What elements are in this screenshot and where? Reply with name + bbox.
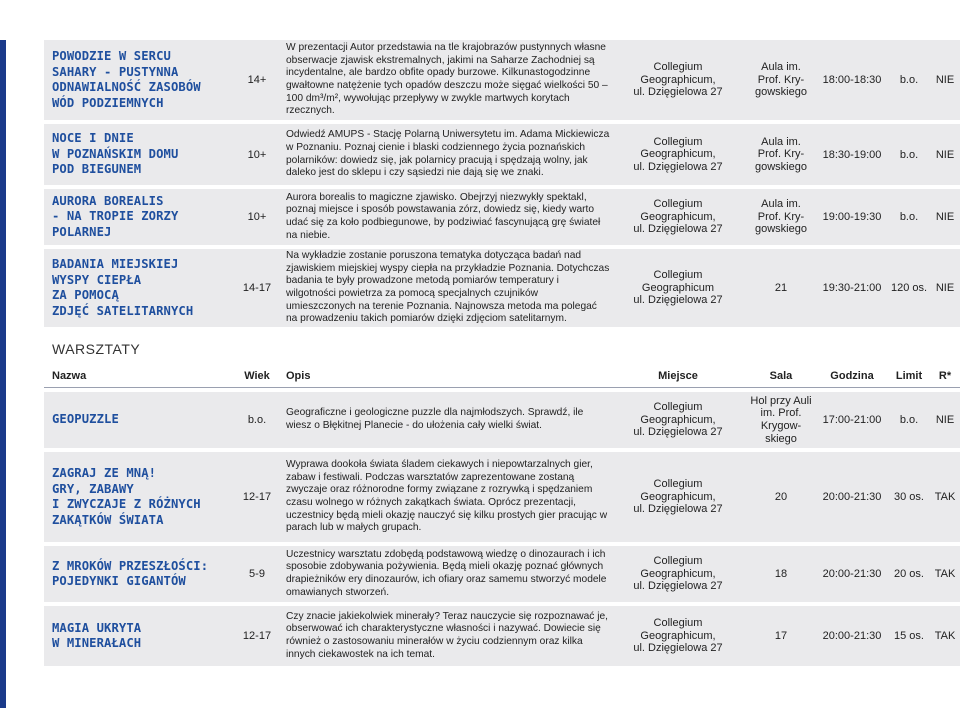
header-registration: R* <box>938 370 952 382</box>
lecture-room: Aula im. Prof. Kry- gowskiego <box>755 198 807 236</box>
workshop-row <box>44 546 960 606</box>
workshop-time: 20:00-21:30 <box>822 491 882 503</box>
lecture-place: Collegium Geographicum ul. Dzięgielowa 27 <box>633 269 723 307</box>
workshop-age: 12-17 <box>242 630 272 642</box>
header-name: Nazwa <box>52 370 87 382</box>
lecture-description: Odwiedź AMUPS - Stację Polarną Uniwersytetu im. Adama Mickiewicza w Poznaniu. Poznaj cienie i blaski codziennego życia poznańskich polarników: dowiedz się, jak polarnicy pracują i spędzają wolny, jak daleko jest do sklepu i czy sąsiedzi nie dają się we znaki. <box>286 129 610 179</box>
workshop-room: 20 <box>774 490 788 503</box>
workshop-room: 17 <box>774 629 788 642</box>
lecture-time: 19:30-21:00 <box>822 282 882 294</box>
lecture-age: 14-17 <box>242 282 272 294</box>
lecture-registration: NIE <box>935 148 955 161</box>
workshop-title: ZAGRAJ ZE MNĄ! GRY, ZABAWY I ZWYCZAJE Z RÓŻNYCH ZAKĄTKÓW ŚWIATA <box>52 466 201 527</box>
workshop-time: 17:00-21:00 <box>822 414 882 426</box>
header-room: Sala <box>769 370 793 382</box>
header-time: Godzina <box>830 370 874 382</box>
workshop-age: b.o. <box>247 414 267 426</box>
lecture-row <box>44 40 960 124</box>
page-left-accent-bar <box>0 0 6 708</box>
lecture-age: 10+ <box>247 211 267 223</box>
lecture-row <box>44 124 960 189</box>
lecture-title: NOCE I DNIE W POZNAŃSKIM DOMU POD BIEGUNEM <box>52 131 179 177</box>
lecture-description: Na wykładzie zostanie poruszona tematyka dotycząca badań nad zjawiskiem miejskiej wyspy ciepła na przykładzie Poznania. Dotychczas badania te były prowadzone metodą pomiarów temperatury i wilgotności powietrza za pomocą specjalnych czujników umieszczonych na terenie Poznania. Najnowsza metoda ma polegać na prowadzeniu takich pomiarów dzięki zdjęciom satelitarnym. <box>286 250 610 325</box>
workshop-time: 20:00-21:30 <box>822 630 882 642</box>
header-description: Opis <box>286 369 311 382</box>
workshop-registration: NIE <box>935 414 955 426</box>
header-age: Wiek <box>244 370 270 382</box>
workshop-limit: 15 os. <box>894 630 924 642</box>
lecture-title: POWODZIE W SERCU SAHARY - PUSTYNNA ODNAWIALNOŚĆ ZASOBÓW WÓD PODZIEMNYCH <box>52 49 201 110</box>
workshop-place: Collegium Geographicum, ul. Dzięgielowa 27 <box>633 401 723 439</box>
workshop-title-cell <box>44 559 234 590</box>
workshop-age: 5-9 <box>249 568 265 580</box>
lecture-age: 14+ <box>247 74 267 86</box>
workshop-title-cell <box>44 412 234 428</box>
workshop-limit: 30 os. <box>894 491 924 503</box>
workshop-place: Collegium Geographicum, ul. Dzięgielowa 27 <box>633 478 723 516</box>
page-top-margin <box>0 0 960 40</box>
workshop-title: GEOPUZZLE <box>52 412 119 427</box>
workshop-title-cell <box>44 621 234 652</box>
lecture-place: Collegium Geographicum, ul. Dzięgielowa 27 <box>633 61 723 99</box>
workshop-place: Collegium Geographicum, ul. Dzięgielowa 27 <box>633 555 723 593</box>
workshop-registration: TAK <box>934 568 956 580</box>
workshop-place: Collegium Geographicum, ul. Dzięgielowa 27 <box>633 617 723 655</box>
lecture-limit: b.o. <box>899 211 919 223</box>
workshop-title: Z MROKÓW PRZESZŁOŚCI: POJEDYNKI GIGANTÓW <box>52 558 209 588</box>
lecture-time: 18:00-18:30 <box>822 74 882 86</box>
workshop-row <box>44 392 960 452</box>
lecture-row <box>44 189 960 249</box>
workshop-description: Wyprawa dookoła świata śladem ciekawych i niepowtarzalnych gier, zabaw i festiwali. Podczas warsztatów zaprezentowane zostaną zwyczaje oraz różnorodne formy związane z rozrywką i spędzaniem czasu wolnego w różnych zakątkach świata. Oprócz prezentacji, uczestnicy będą mieli okazję nauczyć się kilku prostych gier pracując w parach lub w małych grupach. <box>286 459 608 534</box>
lecture-row <box>44 249 960 331</box>
lecture-registration: NIE <box>935 211 955 223</box>
lecture-place: Collegium Geographicum, ul. Dzięgielowa 27 <box>633 135 723 173</box>
lecture-room: 21 <box>774 281 788 294</box>
section-title-workshops: WARSZTATY <box>52 341 141 357</box>
workshop-description: Geograficzne i geologiczne puzzle dla najmłodszych. Sprawdź, ile wiesz o Błękitnej Planecie - do ułożenia cały wielki świat. <box>286 407 584 431</box>
header-limit: Limit <box>895 370 923 382</box>
header-place: Miejsce <box>658 370 698 382</box>
lecture-description: Aurora borealis to magiczne zjawisko. Obejrzyj niezwykły spektakl, poznaj miejsce i sposób powstawania zórz, dowiedz się, kiedy warto udać się za koło podbiegunowe, by podziwiać fascynującą grę świateł na niebie. <box>286 191 601 241</box>
program-table <box>44 40 960 670</box>
lecture-title-cell <box>44 49 234 111</box>
workshop-room: 18 <box>774 567 788 580</box>
lecture-title-cell <box>44 194 234 241</box>
lecture-time: 19:00-19:30 <box>822 211 882 223</box>
lecture-room: Aula im. Prof. Kry- gowskiego <box>755 135 807 173</box>
lecture-limit: 120 os. <box>890 282 928 294</box>
lecture-place: Collegium Geographicum, ul. Dzięgielowa 27 <box>633 198 723 236</box>
lecture-title-cell <box>44 131 234 178</box>
lecture-age: 10+ <box>247 148 267 161</box>
lecture-registration: NIE <box>935 282 955 294</box>
workshop-row <box>44 606 960 670</box>
lecture-title: AURORA BOREALIS - NA TROPIE ZORZY POLARNEJ <box>52 193 179 239</box>
lecture-description: W prezentacji Autor przedstawia na tle krajobrazów pustynnych własne obserwacje zjawisk ekstremalnych, jakimi na Saharze Zachodniej są incydentalne, ale bardzo obfite opady burzowe. Kilkunastogodzinne gwałtowne natężenie tych opadów deszczu może sięgać wielkości 50 – 100 dm³/m², wywołując przepływy w zwykle martwych korytach rzecznych. <box>286 42 608 117</box>
workshops-header-row <box>44 365 960 388</box>
workshop-time: 20:00-21:30 <box>822 568 882 580</box>
lecture-title: BADANIA MIEJSKIEJ WYSPY CIEPŁA ZA POMOCĄ ZDJĘĆ SATELITARNYCH <box>52 257 194 318</box>
lecture-registration: NIE <box>935 74 955 86</box>
lecture-limit: b.o. <box>899 74 919 86</box>
workshop-limit: 20 os. <box>894 568 924 580</box>
workshop-row <box>44 452 960 546</box>
workshop-registration: TAK <box>934 630 956 642</box>
workshop-title: MAGIA UKRYTA W MINERAŁACH <box>52 620 142 650</box>
workshop-registration: TAK <box>934 491 956 503</box>
lecture-title-cell <box>44 257 234 319</box>
lecture-limit: b.o. <box>899 148 919 161</box>
workshop-limit: b.o. <box>899 414 919 426</box>
lecture-room: Aula im. Prof. Kry- gowskiego <box>755 61 807 99</box>
workshop-title-cell <box>44 466 234 528</box>
workshop-description: Czy znacie jakiekolwiek minerały? Teraz nauczycie się rozpoznawać je, obserwować ich charakterystyczne własności i nazywać. Dowiecie się również o zastosowaniu minerałów w życiu codziennym oraz kilka innych ciekawostek na ich temat. <box>286 610 608 660</box>
workshop-age: 12-17 <box>242 491 272 503</box>
workshop-room: Hol przy Auli im. Prof. Krygow- skiego <box>750 394 812 445</box>
workshop-description: Uczestnicy warsztatu zdobędą podstawową wiedzę o dinozaurach i ich sposobie zdobywania pożywienia. Będą mieli okazję poznać głównych drapieżników ery dinozaurów, ich ofiary oraz samemu stworzyć modele omawianych stworzeń. <box>286 548 607 598</box>
lecture-time: 18:30-19:00 <box>822 148 882 161</box>
